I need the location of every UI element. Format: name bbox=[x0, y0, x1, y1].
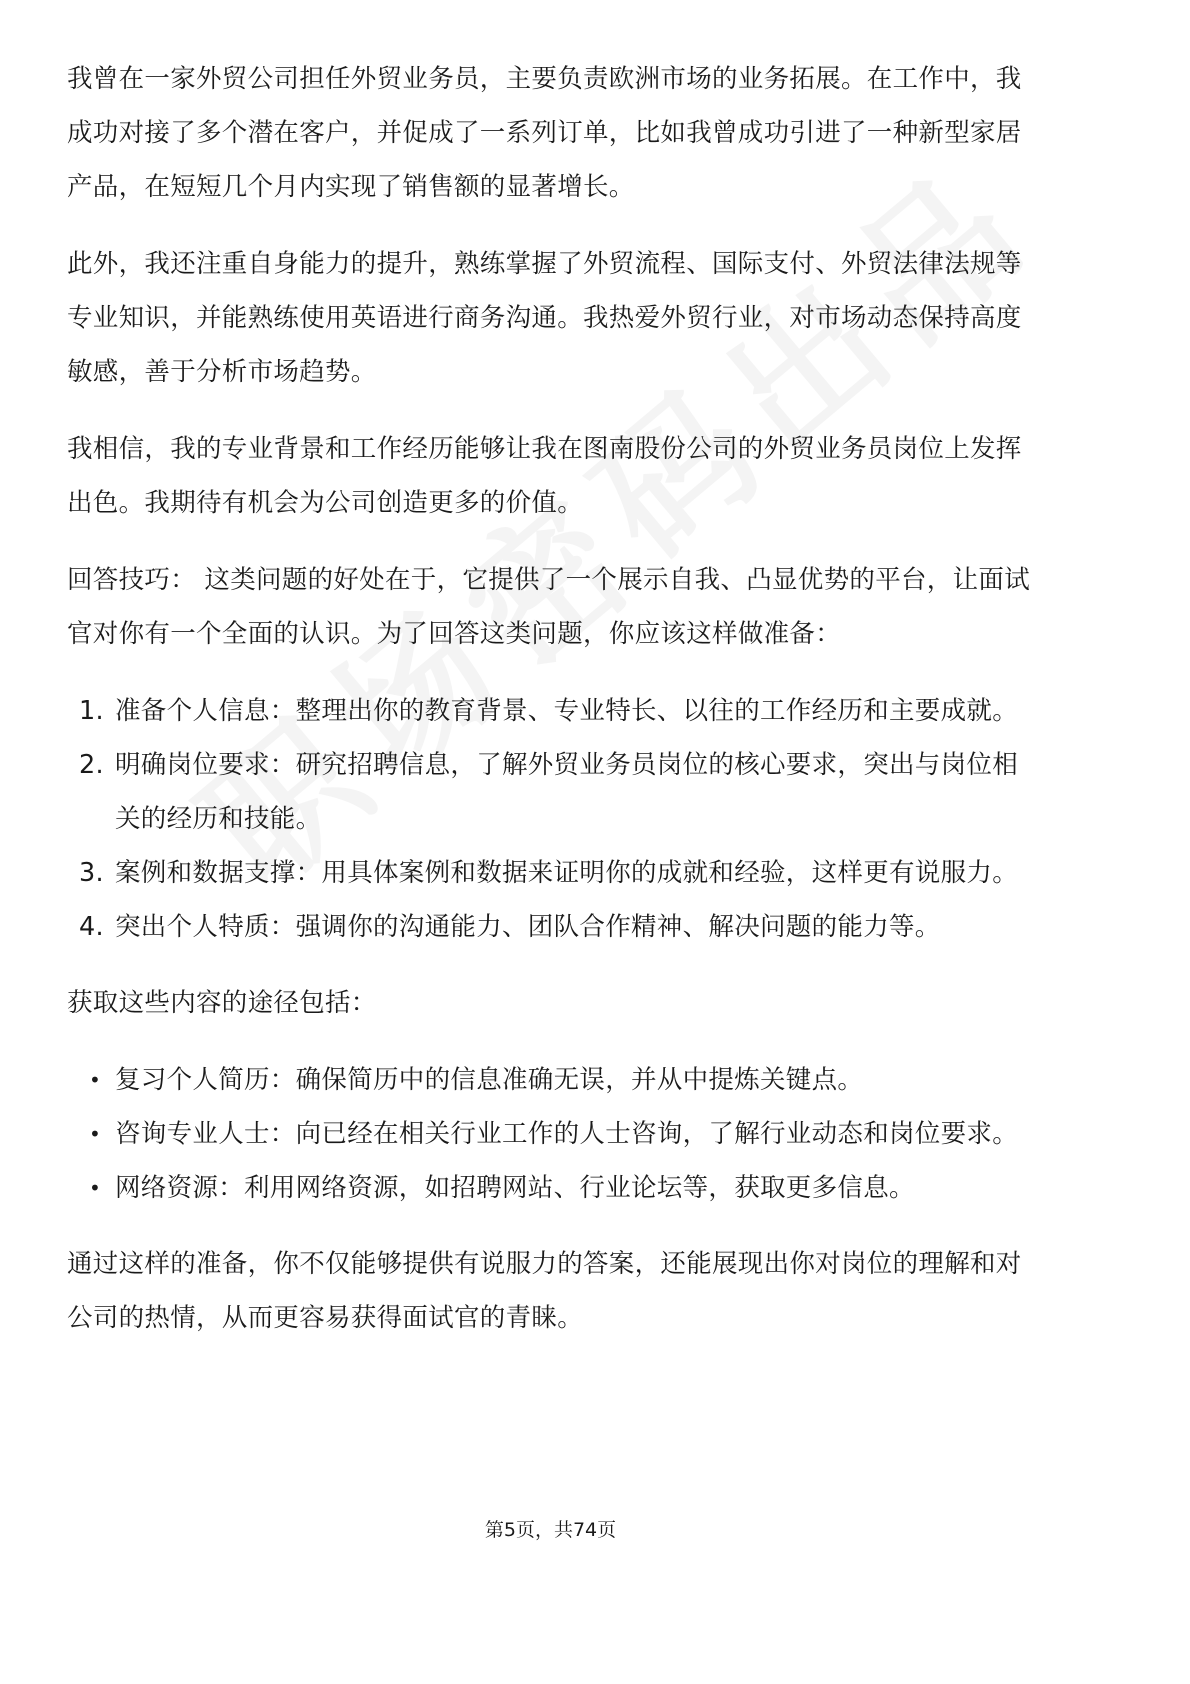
paragraph: 通过这样的准备，你不仅能够提供有说服力的答案，还能展现出你对岗位的理解和对公司的热情，从而更容易获得面试官的青睐。 bbox=[67, 1249, 1022, 1333]
paragraph: 获取这些内容的途径包括： bbox=[67, 988, 377, 1018]
list-item bbox=[67, 738, 1042, 846]
list-item-text: 明确岗位要求：研究招聘信息，了解外贸业务员岗位的核心要求，突出与岗位相关的经历和技能。 bbox=[115, 750, 1019, 834]
list-item-text: 网络资源：利用网络资源，如招聘网站、行业论坛等，获取更多信息。 bbox=[115, 1173, 915, 1203]
bullet-list bbox=[67, 1053, 1042, 1215]
list-number: 4. bbox=[79, 912, 104, 942]
answer-tips-paragraph: 回答技巧： 这类问题的好处在于，它提供了一个展示自我、凸显优势的平台，让面试官对你有一个全面的认识。为了回答这类问题，你应该这样做准备： bbox=[67, 565, 1031, 649]
list-item bbox=[67, 846, 1042, 900]
list-number: 1. bbox=[79, 696, 104, 726]
list-item-text: 案例和数据支撑：用具体案例和数据来证明你的成就和经验，这样更有说服力。 bbox=[115, 858, 1019, 888]
list-item bbox=[67, 684, 1042, 738]
bullet-icon: • bbox=[89, 1122, 102, 1146]
list-number: 3. bbox=[79, 858, 104, 888]
bullet-icon: • bbox=[89, 1068, 102, 1092]
document-body bbox=[67, 52, 1042, 1368]
list-item-text: 咨询专业人士：向已经在相关行业工作的人士咨询，了解行业动态和岗位要求。 bbox=[115, 1119, 1019, 1149]
list-item bbox=[67, 900, 1042, 954]
list-number: 2. bbox=[79, 750, 104, 780]
list-item bbox=[67, 1053, 1042, 1107]
list-item bbox=[67, 1161, 1042, 1215]
numbered-list bbox=[67, 684, 1042, 954]
paragraph: 我曾在一家外贸公司担任外贸业务员，主要负责欧洲市场的业务拓展。在工作中，我成功对接了多个潜在客户，并促成了一系列订单，比如我曾成功引进了一种新型家居产品，在短短几个月内实现了销售额的显著增长。 bbox=[67, 64, 1022, 202]
list-item-text: 准备个人信息：整理出你的教育背景、专业特长、以往的工作经历和主要成就。 bbox=[115, 696, 1019, 726]
paragraph: 我相信，我的专业背景和工作经历能够让我在图南股份公司的外贸业务员岗位上发挥出色。我期待有机会为公司创造更多的价值。 bbox=[67, 434, 1022, 518]
list-item-text: 复习个人简历：确保简历中的信息准确无误，并从中提炼关键点。 bbox=[115, 1065, 864, 1095]
page-number-footer: 第5页，共74页 bbox=[484, 1519, 617, 1541]
list-item bbox=[67, 1107, 1042, 1161]
bullet-icon: • bbox=[89, 1176, 102, 1200]
list-item-text: 突出个人特质：强调你的沟通能力、团队合作精神、解决问题的能力等。 bbox=[115, 912, 941, 942]
paragraph: 此外，我还注重自身能力的提升，熟练掌握了外贸流程、国际支付、外贸法律法规等专业知识，并能熟练使用英语进行商务沟通。我热爱外贸行业，对市场动态保持高度敏感，善于分析市场趋势。 bbox=[67, 249, 1022, 387]
